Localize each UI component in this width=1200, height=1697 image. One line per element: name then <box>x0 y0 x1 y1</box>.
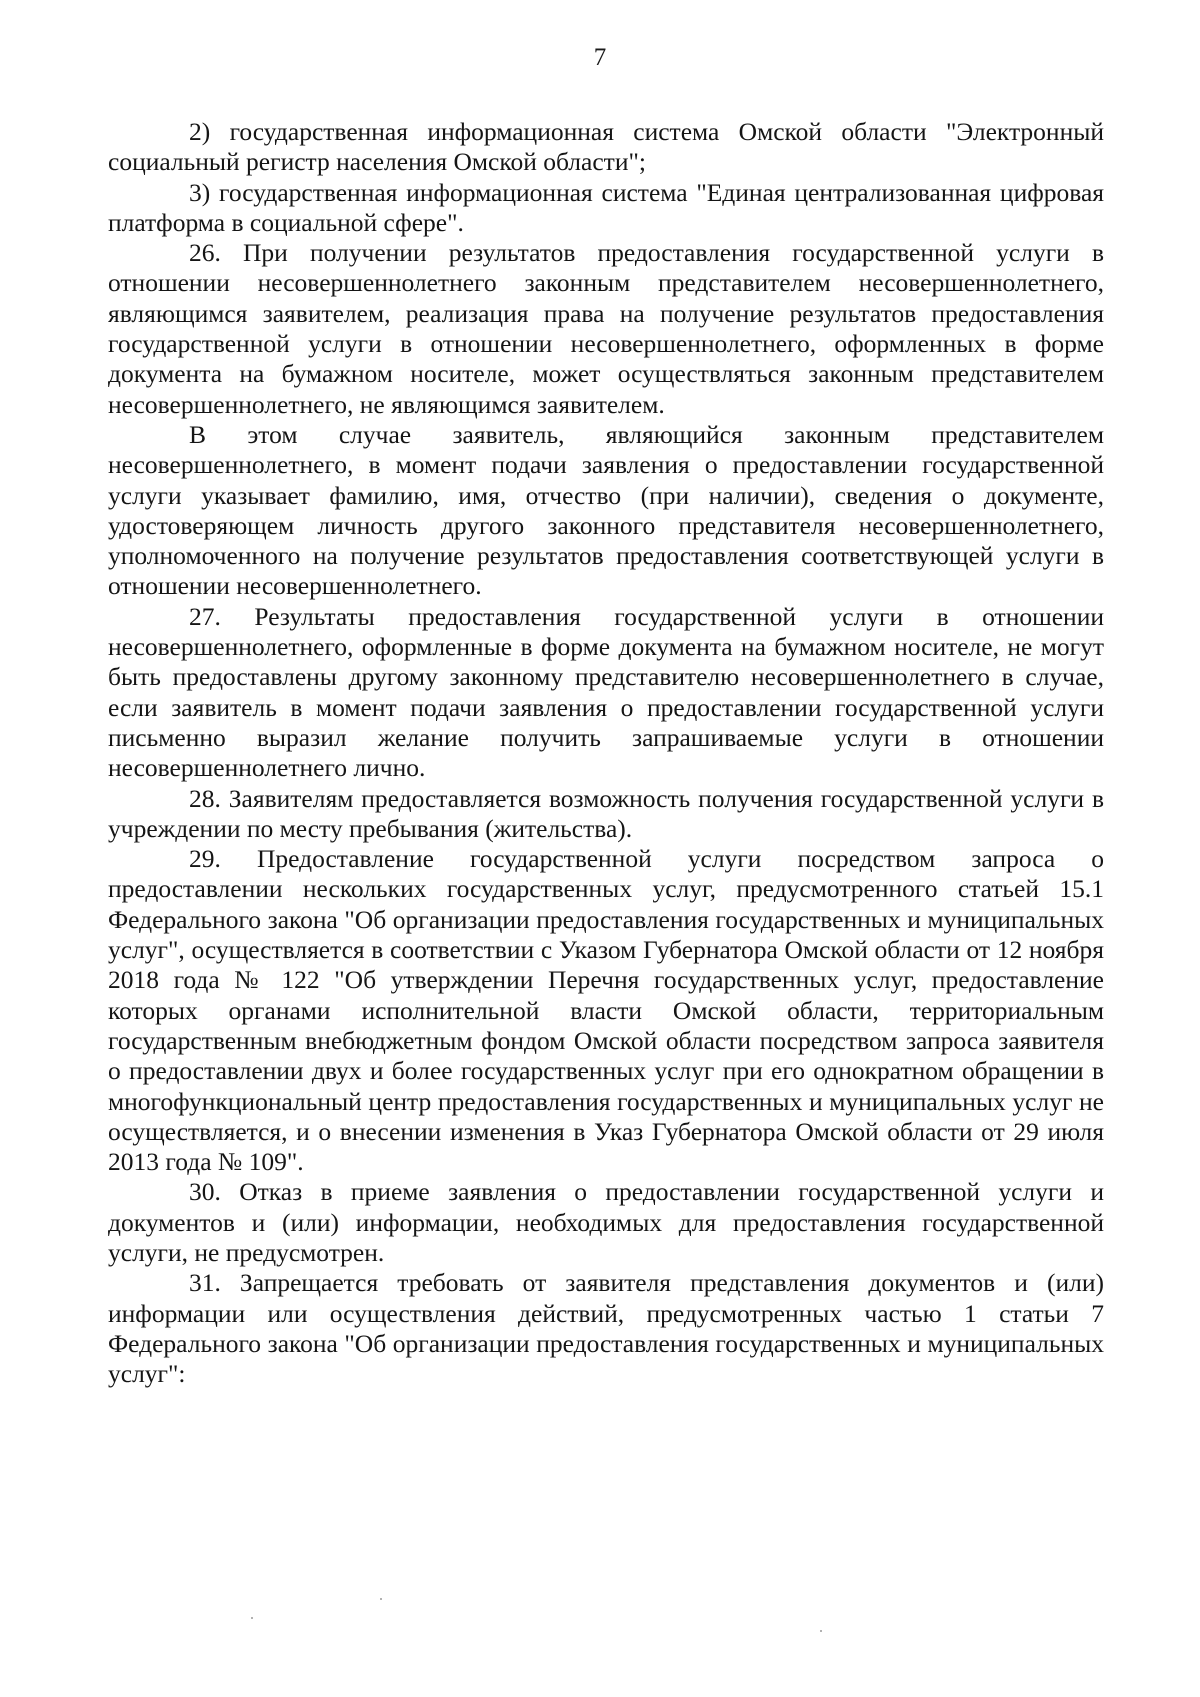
paragraph-clause-26-continuation: В этом случае заявитель, являющийся законным представителем несовершеннолетнего, в момент подачи заявления о предоставлении государственной услуги указывает фамилию, имя, отчество (при наличии), сведения о документе, удостоверяющем личность другого законного представителя несовершеннолетнего, уполномоченного на получение результатов предоставления соответствующей услуги в отношении несовершеннолетнего. <box>108 419 1104 601</box>
page-number: 7 <box>593 44 607 71</box>
paragraph-clause-28: 28. Заявителям предоставляется возможность получения государственной услуги в учреждении по месту пребывания (жительства). <box>108 783 1104 843</box>
scan-speck <box>251 1617 253 1619</box>
scan-speck <box>820 1630 822 1632</box>
paragraph-clause-29: 29. Предоставление государственной услуги посредством запроса о предоставлении нескольких государственных услуг, предусмотренного статьей 15.1 Федерального закона "Об организации предоставления государственных и муниципальных услуг", осуществляется в соответствии с Указом Губернатора Омской области от 12 ноября 2018 года № 122 "Об утверждении Перечня государственных услуг, предоставление которых органами исполнительной власти Омской области, территориальным государственным внебюджетным фондом Омской области посредством запроса заявителя о предоставлении двух и более государственных услуг при его однократном обращении в многофункциональный центр предоставления государственных и муниципальных услуг не осуществляется, и о внесении изменения в Указ Губернатора Омской области от 29 июля 2013 года № 109". <box>108 844 1104 1177</box>
paragraph-item-3: 3) государственная информационная система "Единая централизованная цифровая платформа в социальной сфере". <box>108 177 1104 237</box>
paragraph-clause-31: 31. Запрещается требовать от заявителя представления документов и (или) информации или осуществления действий, предусмотренных частью 1 статьи 7 Федерального закона "Об организации предоставления государственных и муниципальных услуг": <box>108 1268 1104 1389</box>
paragraph-item-2: 2) государственная информационная система Омской области "Электронный социальный регистр населения Омской области"; <box>108 117 1104 177</box>
scan-speck <box>380 1598 382 1600</box>
document-body <box>108 117 1104 1389</box>
paragraph-clause-30: 30. Отказ в приеме заявления о предоставлении государственной услуги и документов и (или) информации, необходимых для предоставления государственной услуги, не предусмотрен. <box>108 1177 1104 1267</box>
paragraph-clause-26: 26. При получении результатов предоставления государственной услуги в отношении несовершеннолетнего законным представителем несовершеннолетнего, являющимся заявителем, реализация права на получение результатов предоставления государственной услуги в отношении несовершеннолетнего, оформленных в форме документа на бумажном носителе, может осуществляться законным представителем несовершеннолетнего, не являющимся заявителем. <box>108 238 1104 419</box>
paragraph-clause-27: 27. Результаты предоставления государственной услуги в отношении несовершеннолетнего, оформленные в форме документа на бумажном носителе, не могут быть предоставлены другому законному представителю несовершеннолетнего в случае, если заявитель в момент подачи заявления о предоставлении государственной услуги письменно выразил желание получить запрашиваемые услуги в отношении несовершеннолетнего лично. <box>108 601 1104 783</box>
